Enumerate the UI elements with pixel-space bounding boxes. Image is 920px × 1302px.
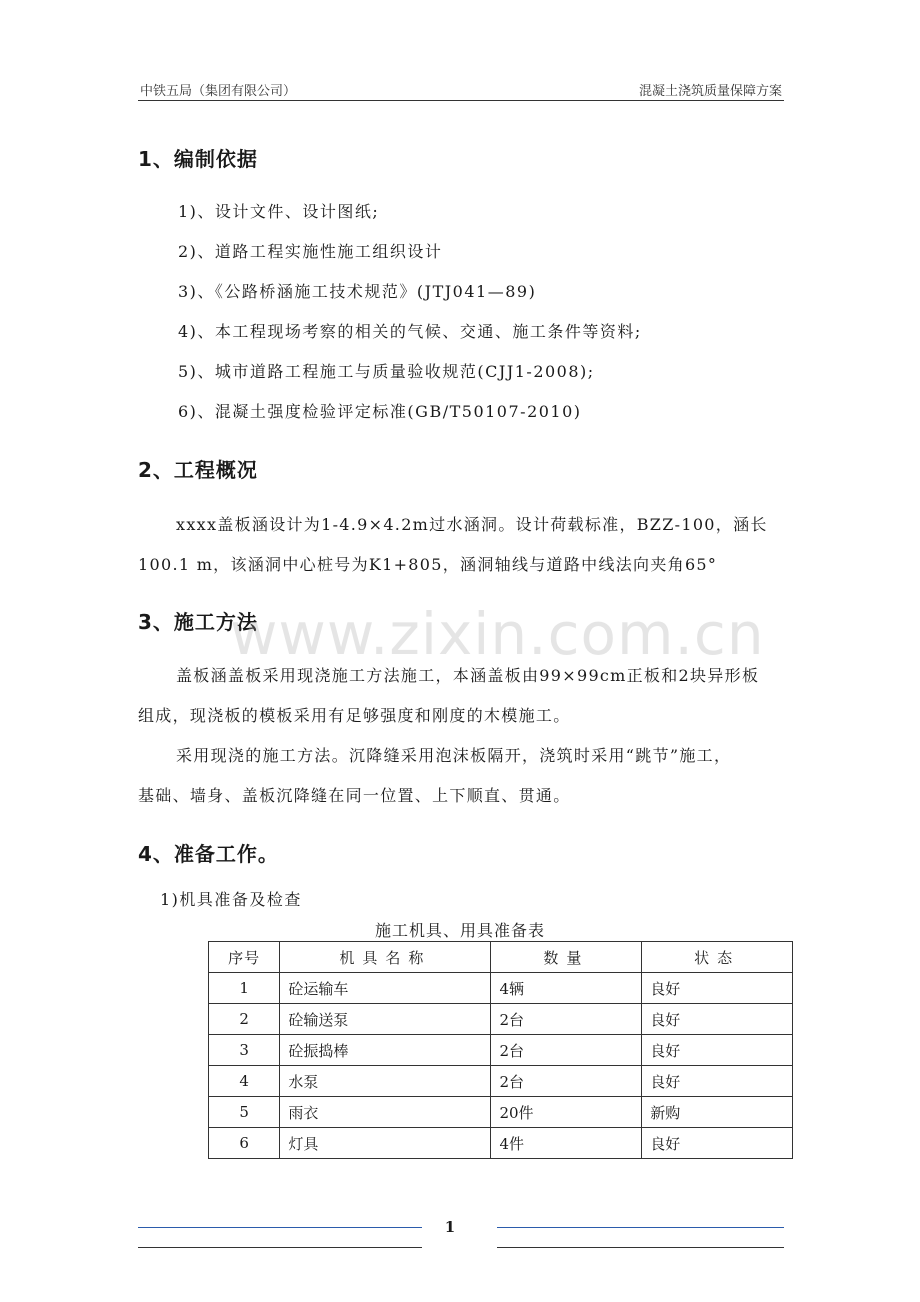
row-name: 砼运输车 [280,973,491,1004]
table-row [209,1035,793,1066]
equipment-table [208,941,793,1159]
row-quantity: 20件 [491,1097,642,1128]
table-row [209,1004,793,1035]
basis-item-2: 2)、道路工程实施性施工组织设计 [178,242,443,261]
method-para-1-line-2: 组成，现浇板的模板采用有足够强度和刚度的木模施工。 [138,706,571,725]
table-row [209,1097,793,1128]
table-row [209,1066,793,1097]
row-quantity: 2台 [491,1066,642,1097]
row-name: 灯具 [280,1128,491,1159]
basis-item-3: 3)、《公路桥涵施工技术规范》(JTJ041—89) [178,282,537,301]
footer-rule-left-bottom [138,1247,422,1248]
method-para-2-line-2: 基础、墙身、盖板沉降缝在同一位置、上下顺直、贯通。 [138,786,571,805]
basis-item-6: 6)、混凝土强度检验评定标准(GB/T50107-2010) [178,402,582,421]
method-para-1-line-1: 盖板涵盖板采用现浇施工方法施工，本涵盖板由99×99cm正板和2块异形板 [176,666,760,685]
footer-rule-left-top [138,1227,422,1228]
row-status: 良好 [642,1035,793,1066]
header-company: 中铁五局（集团有限公司） [140,84,297,99]
section-1-heading: 1、编制依据 [138,147,258,171]
row-name: 砼振捣棒 [280,1035,491,1066]
table-header-row [209,942,793,973]
footer-rule-right-bottom [497,1247,784,1248]
header-index: 序号 [209,942,280,973]
row-index: 1 [209,973,280,1004]
row-quantity: 4件 [491,1128,642,1159]
header-quantity: 数量 [491,942,642,973]
table-title: 施工机具、用具准备表 [374,921,545,940]
row-status: 良好 [642,1004,793,1035]
table-row [209,1128,793,1159]
section-2-heading: 2、工程概况 [138,458,258,482]
row-status: 良好 [642,1066,793,1097]
basis-item-4: 4)、本工程现场考察的相关的气候、交通、施工条件等资料; [178,322,642,341]
page-number: 1 [444,1218,456,1236]
prep-subheading: 1)机具准备及检查 [160,890,302,909]
row-quantity: 4辆 [491,973,642,1004]
basis-item-1: 1)、设计文件、设计图纸; [178,202,380,221]
row-status: 新购 [642,1097,793,1128]
section-3-heading: 3、施工方法 [138,610,258,634]
row-index: 4 [209,1066,280,1097]
table-row [209,973,793,1004]
row-quantity: 2台 [491,1004,642,1035]
section-4-heading: 4、准备工作。 [138,842,279,866]
row-index: 3 [209,1035,280,1066]
row-name: 雨衣 [280,1097,491,1128]
basis-item-5: 5)、城市道路工程施工与质量验收规范(CJJ1-2008); [178,362,595,381]
header-rule [138,100,784,101]
row-status: 良好 [642,1128,793,1159]
overview-line-1: xxxx盖板涵设计为1-4.9×4.2m过水涵洞。设计荷载标准，BZZ-100，涵长 [176,515,768,534]
header-doc-title: 混凝土浇筑质量保障方案 [638,84,782,99]
row-index: 6 [209,1128,280,1159]
row-name: 水泵 [280,1066,491,1097]
row-status: 良好 [642,973,793,1004]
header-name: 机具名称 [280,942,491,973]
header-status: 状态 [642,942,793,973]
row-name: 砼输送泵 [280,1004,491,1035]
watermark: www.zixin.com.cn [230,600,765,668]
row-index: 2 [209,1004,280,1035]
overview-line-2: 100.1 m，该涵洞中心桩号为K1+805，涵洞轴线与道路中线法向夹角65° [138,555,718,574]
row-quantity: 2台 [491,1035,642,1066]
footer-rule-right-top [497,1227,784,1228]
row-index: 5 [209,1097,280,1128]
method-para-2-line-1: 采用现浇的施工方法。沉降缝采用泡沫板隔开，浇筑时采用“跳节”施工， [176,746,732,765]
